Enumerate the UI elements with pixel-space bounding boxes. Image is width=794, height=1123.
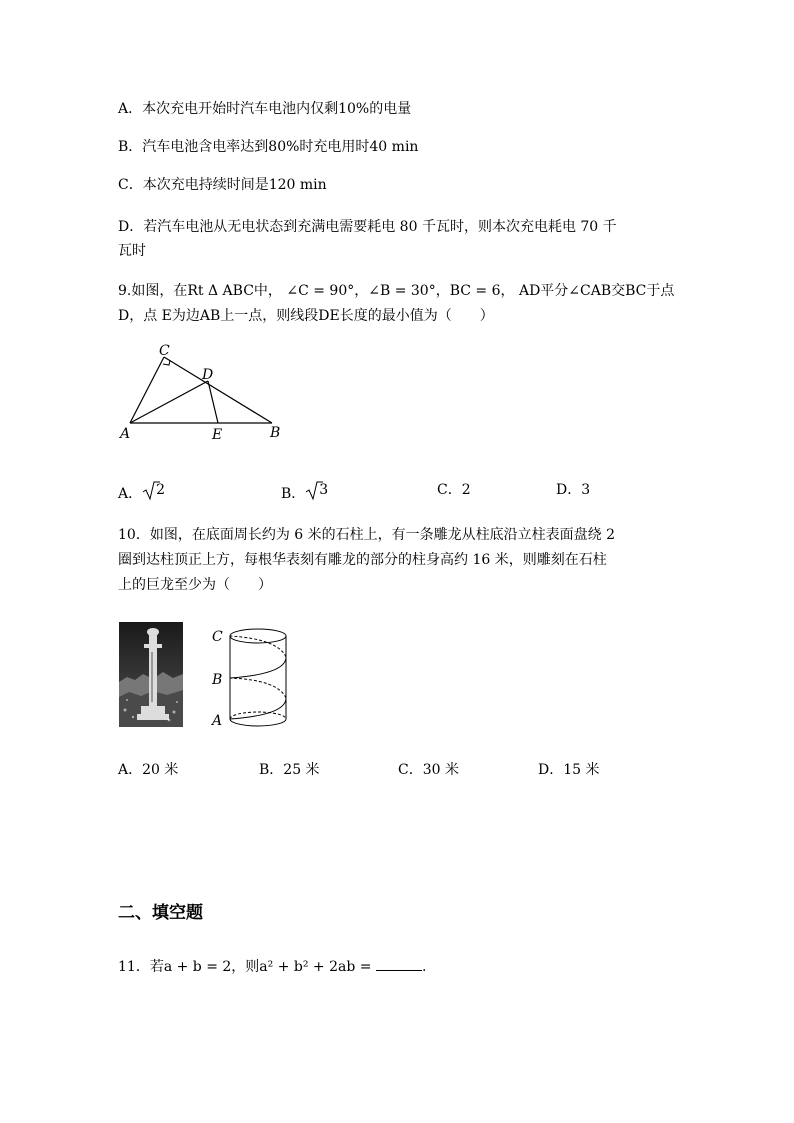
label-c: C — [212, 629, 223, 645]
q10-stem-line1: 10．如图，在底面周长约为 6 米的石柱上，有一条雕龙从柱底沿立柱表面盘绕 2 — [118, 527, 615, 543]
q10-stem-line3: 上的巨龙至少为（ ） — [118, 577, 272, 593]
right-angle-mark — [163, 360, 170, 365]
huabiao-photo — [119, 622, 183, 727]
q10-option-a: A．20 米 — [118, 762, 179, 778]
label-a: A — [120, 426, 131, 442]
segment-cb — [164, 357, 272, 423]
q8-option-c: C．本次充电持续时间是120 min — [118, 177, 327, 193]
helix-front-2 — [230, 657, 286, 678]
q9-triangle-figure — [112, 343, 292, 443]
segment-ac — [130, 357, 164, 423]
q9-option-a-value: 2 — [156, 482, 166, 498]
q9-option-c: C．2 — [437, 482, 471, 498]
label-e: E — [212, 427, 223, 443]
q9-option-a-prefix: A． — [118, 486, 143, 502]
label-b: B — [270, 425, 281, 441]
q9-option-b-value: 3 — [319, 482, 329, 498]
helix-back-2 — [230, 636, 286, 657]
helix-back-1 — [230, 678, 286, 698]
q11-text: 11．若a + b = 2，则a² + b² + 2ab = — [118, 959, 372, 975]
helix-front-1 — [230, 698, 286, 719]
q10-option-d: D．15 米 — [538, 762, 600, 778]
q9-option-d: D．3 — [556, 482, 591, 498]
q8-option-d-line1: D．若汽车电池从无电状态到充满电需要耗电 80 千瓦时，则本次充电耗电 70 千 — [118, 219, 617, 235]
label-d: D — [202, 367, 214, 383]
q9-option-b — [281, 480, 332, 504]
q10-stem-line2: 圈到达柱顶正上方，每根华表刻有雕龙的部分的柱身高约 16 米，则雕刻在石柱 — [118, 552, 607, 568]
q9-stem-line1: 9.如图，在Rt Δ ABC中， ∠C = 90°，∠B = 30°，BC = 6， AD平分∠CAB交BC于点 — [118, 283, 675, 299]
q8-option-a: A．本次充电开始时汽车电池内仅剩10%的电量 — [118, 101, 412, 117]
q11-stem — [118, 956, 426, 977]
label-c: C — [159, 343, 170, 359]
q10-option-c: C．30 米 — [398, 762, 459, 778]
q8-option-b: B．汽车电池含电率达到80%时充电用时40 min — [118, 139, 419, 155]
q8-option-d-line2: 瓦时 — [118, 243, 146, 259]
cylinder-top-ellipse — [230, 629, 286, 643]
q9-option-b-prefix: B． — [281, 486, 306, 502]
label-b: B — [212, 672, 223, 688]
q11-suffix: . — [421, 959, 427, 975]
q10-cylinder-figure — [206, 622, 296, 732]
q9-option-a — [118, 480, 169, 504]
q11-answer-blank[interactable] — [376, 956, 422, 971]
cylinder-bottom-front — [230, 719, 286, 726]
q9-stem-line2: D，点 E为边AB上一点，则线段DE长度的最小值为（ ） — [118, 308, 494, 324]
label-a: A — [212, 713, 223, 729]
segment-ad — [130, 381, 208, 423]
section-heading: 二、填空题 — [118, 903, 203, 923]
q10-option-b: B．25 米 — [259, 762, 320, 778]
